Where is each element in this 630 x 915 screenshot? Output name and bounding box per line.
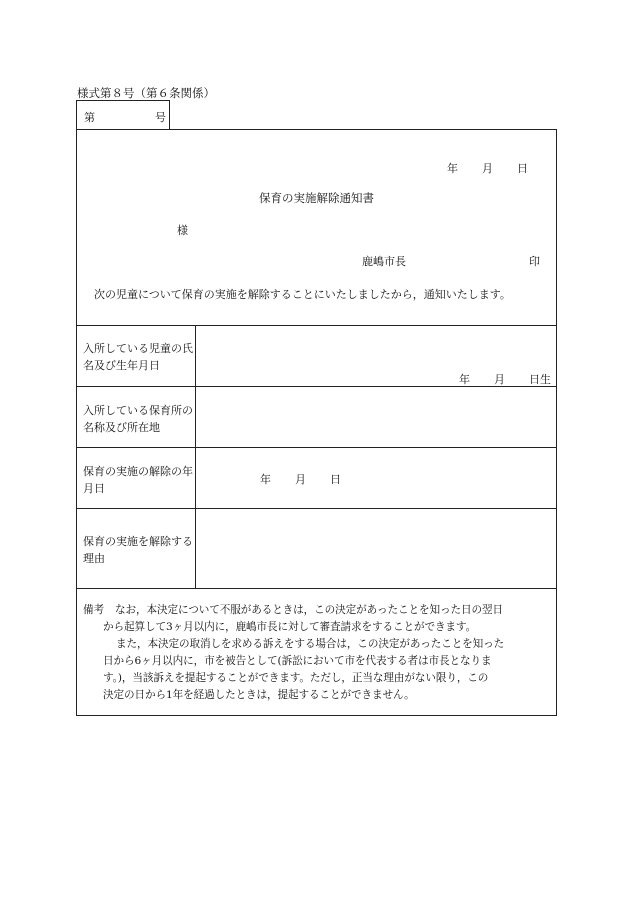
remarks-text: 日から6ヶ月以内に，市を被告として(訴訟において市を代表する者は市長となりま	[103, 655, 492, 667]
divider	[77, 508, 556, 509]
remarks-text: また，本決定の取消しを求める訴えをする場合は，この決定があったことを知った	[116, 638, 505, 650]
remarks-text: から起算して3ヶ月以内に，鹿嶋市長に対して審査請求をすることができます。	[103, 621, 477, 633]
number-suffix: 号	[155, 111, 166, 124]
remarks-text: 決定の日から1年を経過したときは，提起することができません。	[103, 689, 415, 701]
row-label-reason: 保育の実施を解除する理由	[83, 535, 193, 565]
notice-statement: 次の児童について保育の実施を解除することにいたしましたから，通知いたします。	[94, 288, 511, 301]
date-year-label: 年	[447, 162, 458, 175]
release-day-label: 日	[330, 473, 341, 486]
release-year-label: 年	[260, 473, 271, 486]
divider	[77, 447, 556, 448]
remarks-text: す。)，当該訴えを提起することができます。ただし，正当な理由がない限り，この	[103, 672, 489, 684]
document-number-box	[76, 100, 170, 129]
divider	[77, 325, 556, 326]
divider	[77, 588, 556, 589]
remarks-text: なお，本決定について不服があるときは，この決定があったことを知った日の翌日	[115, 604, 503, 616]
addressee-suffix: 様	[177, 224, 188, 237]
number-prefix: 第	[84, 111, 95, 124]
date-day-label: 日	[517, 162, 528, 175]
issuer-name: 鹿嶋市長	[362, 255, 406, 268]
date-month-label: 月	[482, 162, 493, 175]
row-label-child-name: 入所している児童の氏名及び生年月日	[83, 342, 193, 372]
divider	[77, 386, 556, 387]
release-month-label: 月	[295, 473, 306, 486]
document-title: 保育の実施解除通知書	[259, 191, 374, 205]
notice-form	[76, 129, 557, 716]
row-label-release-date: 保育の実施の解除の年月日	[83, 465, 193, 495]
birth-month-label: 月	[494, 373, 505, 386]
form-number-label: 様式第８号（第６条関係）	[77, 86, 215, 100]
column-divider	[195, 325, 196, 588]
birth-day-label: 日生	[529, 373, 551, 386]
row-label-nursery: 入所している保育所の名称及び所在地	[83, 404, 193, 434]
remarks-heading: 備考	[83, 604, 104, 616]
birth-year-label: 年	[459, 373, 470, 386]
seal-mark: 印	[529, 255, 540, 268]
